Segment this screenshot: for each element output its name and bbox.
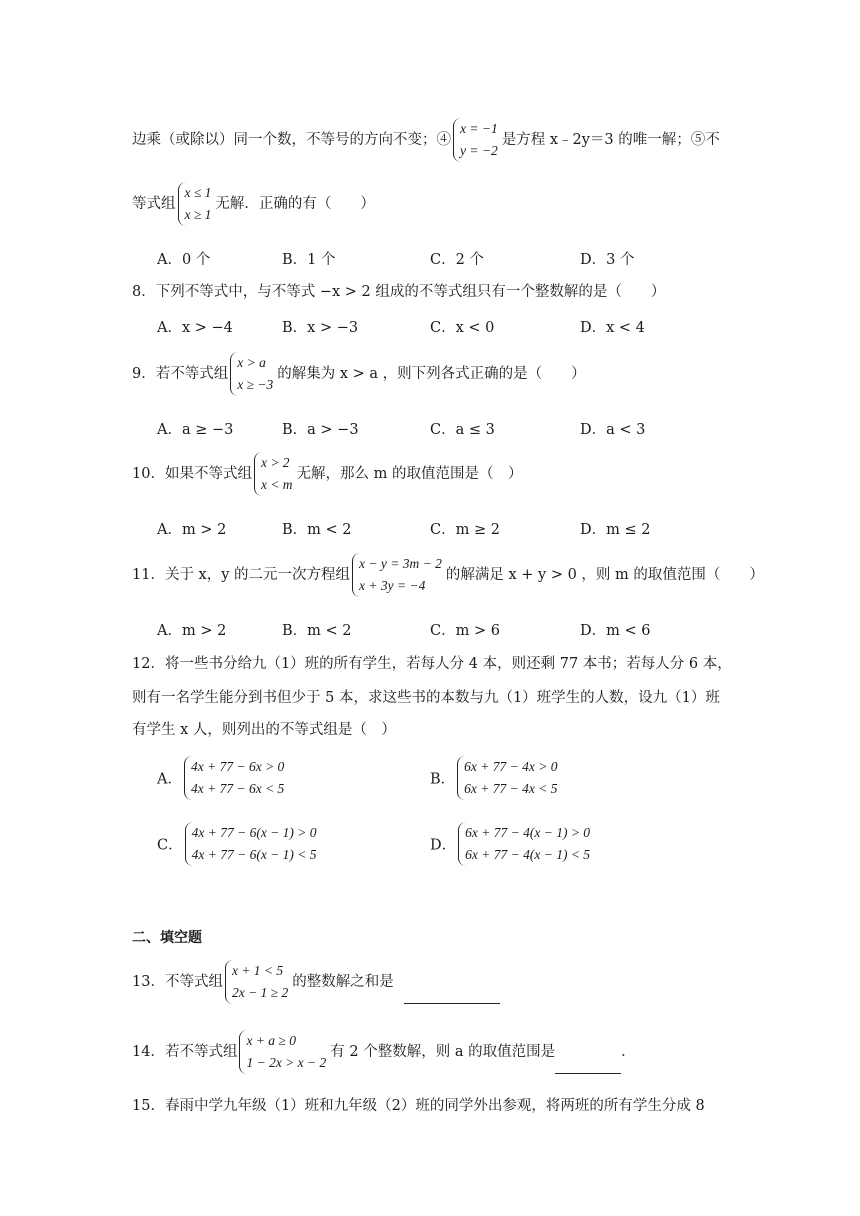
system-row: x > 2 [260, 455, 290, 470]
q10-option-b[interactable]: B．m < 2 [282, 522, 352, 538]
system-row: 6x + 77 − 4(x − 1) < 5 [465, 847, 591, 862]
system-row: x + 1 < 5 [231, 963, 284, 978]
section-heading: 二、填空题 [132, 930, 202, 946]
q9-option-b[interactable]: B．a > −3 [282, 422, 359, 438]
q12-option-c[interactable] [157, 822, 321, 866]
q7-option-b[interactable]: B．1 个 [282, 252, 336, 268]
system-row: 2x − 1 ≥ 2 [231, 985, 289, 1000]
q13-text-post: 的整数解之和是 [292, 974, 394, 990]
q11-text-post: 的解满足 x + y > 0 ，则 m 的取值范围（ ） [445, 567, 764, 583]
q14-answer-blank[interactable] [555, 1057, 621, 1074]
system-row: 6x + 77 − 4x < 5 [464, 781, 558, 796]
q9-option-a[interactable]: A．a ≥ −3 [157, 422, 234, 438]
q12-option-c-label: C． [157, 837, 183, 854]
q7-line2-text-a: 等式组 [132, 196, 176, 212]
q12-option-a-system [184, 756, 286, 800]
q8-option-b[interactable]: B．x > −3 [282, 320, 359, 336]
system-row: 1 − 2x > x − 2 [246, 1055, 327, 1070]
q14-text-pre: 14．若不等式组 [132, 1044, 238, 1060]
system-row: x + a ≥ 0 [246, 1033, 296, 1048]
q7-line1-text-a: 边乘（或除以）同一个数，不等号的方向不变；④ [132, 132, 451, 148]
q12-option-b[interactable] [430, 756, 561, 800]
q11-option-d[interactable]: D．m < 6 [580, 623, 651, 639]
system-row: 4x + 77 − 6x < 5 [190, 781, 285, 796]
system-row: x = −1 [460, 121, 498, 136]
q11-option-b[interactable]: B．m < 2 [282, 623, 352, 639]
q10-stem [132, 452, 523, 496]
q14-inequality-system [239, 1030, 328, 1074]
q8-option-c[interactable]: C．x < 0 [430, 320, 495, 336]
q10-inequality-system [254, 452, 295, 496]
q12-option-b-system [457, 756, 559, 800]
q9-option-c[interactable]: C．a ≤ 3 [430, 422, 495, 438]
q11-stem [132, 553, 764, 597]
q12-option-d-system [458, 822, 592, 866]
q12-stem-line1: 12．将一些书分给九（1）班的所有学生，若每人分 4 本，则还剩 77 本书；若每人分 6 本， [132, 656, 732, 672]
system-row: 4x + 77 − 6(x − 1) < 5 [191, 847, 317, 862]
q12-option-a[interactable] [157, 756, 288, 800]
q7-line1-text-b: 是方程 x﹣2y＝3 的唯一解；⑤不 [501, 132, 720, 148]
q10-option-d[interactable]: D．m ≤ 2 [580, 522, 651, 538]
system-row: x ≤ 1 [184, 185, 212, 200]
system-row: x < m [260, 477, 293, 492]
q12-stem-line3: 有学生 x 人，则列出的不等式组是（ ） [132, 722, 396, 738]
q8-option-d[interactable]: D．x < 4 [580, 320, 645, 336]
q11-option-c[interactable]: C．m > 6 [430, 623, 500, 639]
q10-option-c[interactable]: C．m ≥ 2 [430, 522, 500, 538]
q13-inequality-system [225, 960, 290, 1004]
q9-stem [132, 352, 586, 396]
q12-option-d[interactable] [430, 822, 594, 866]
q7-option-c[interactable]: C．2 个 [430, 252, 484, 268]
q7-line2-text-b: 无解．正确的有（ ） [215, 196, 375, 212]
q11-text-pre: 11．关于 x，y 的二元一次方程组 [132, 567, 351, 583]
q7-line1 [132, 118, 720, 162]
q11-option-a[interactable]: A．m > 2 [157, 623, 227, 639]
system-row: 4x + 77 − 6x > 0 [190, 759, 285, 774]
system-row: 4x + 77 − 6(x − 1) > 0 [191, 825, 317, 840]
system-row: x ≥ −3 [237, 377, 274, 392]
q13-stem [132, 960, 500, 1004]
q14-stem [132, 1030, 636, 1074]
q12-option-a-label: A． [157, 771, 182, 788]
q12-stem-line2: 则有一名学生能分到书但少于 5 本，求这些书的本数与九（1）班学生的人数，设九（1）班 [132, 690, 720, 706]
q9-inequality-system [230, 352, 275, 396]
q12-option-d-label: D． [430, 837, 457, 854]
q14-text-post: 有 2 个整数解，则 a 的取值范围是 [330, 1044, 556, 1060]
q9-option-d[interactable]: D．a < 3 [580, 422, 646, 438]
system-row: y = −2 [460, 143, 498, 158]
system-row: x + 3y = −4 [359, 578, 426, 593]
q13-answer-blank[interactable] [404, 987, 500, 1004]
system-row: x ≥ 1 [184, 207, 212, 222]
system-row: 6x + 77 − 4x > 0 [464, 759, 558, 774]
q10-text-post: 无解，那么 m 的取值范围是（ ） [296, 466, 523, 482]
q13-text-pre: 13．不等式组 [132, 974, 223, 990]
q12-option-c-system [185, 822, 319, 866]
q10-option-a[interactable]: A．m > 2 [157, 522, 227, 538]
system-row: x − y = 3m − 2 [359, 556, 442, 571]
q15-stem: 15．春雨中学九年级（1）班和九年级（2）班的同学外出参观，将两班的所有学生分成 8 [132, 1098, 705, 1114]
q9-text-post: 的解集为 x > a ，则下列各式正确的是（ ） [277, 366, 586, 382]
q8-stem: 8．下列不等式中，与不等式 −x > 2 组成的不等式组只有一个整数解的是（ ） [132, 284, 666, 300]
system-row: x > a [237, 355, 266, 370]
q7-option-d[interactable]: D．3 个 [580, 252, 635, 268]
q7-inequality-system [178, 182, 214, 226]
q7-line2 [132, 182, 375, 226]
q8-option-a[interactable]: A．x > −4 [157, 320, 233, 336]
q12-option-b-label: B． [430, 771, 456, 788]
q14-end-mark: ． [621, 1044, 636, 1060]
q10-text-pre: 10．如果不等式组 [132, 466, 252, 482]
q7-option-a[interactable]: A．0 个 [157, 252, 211, 268]
q11-equation-system [352, 553, 444, 597]
q9-text-pre: 9．若不等式组 [132, 366, 229, 382]
q7-equation-system [453, 118, 500, 162]
system-row: 6x + 77 − 4(x − 1) > 0 [465, 825, 591, 840]
